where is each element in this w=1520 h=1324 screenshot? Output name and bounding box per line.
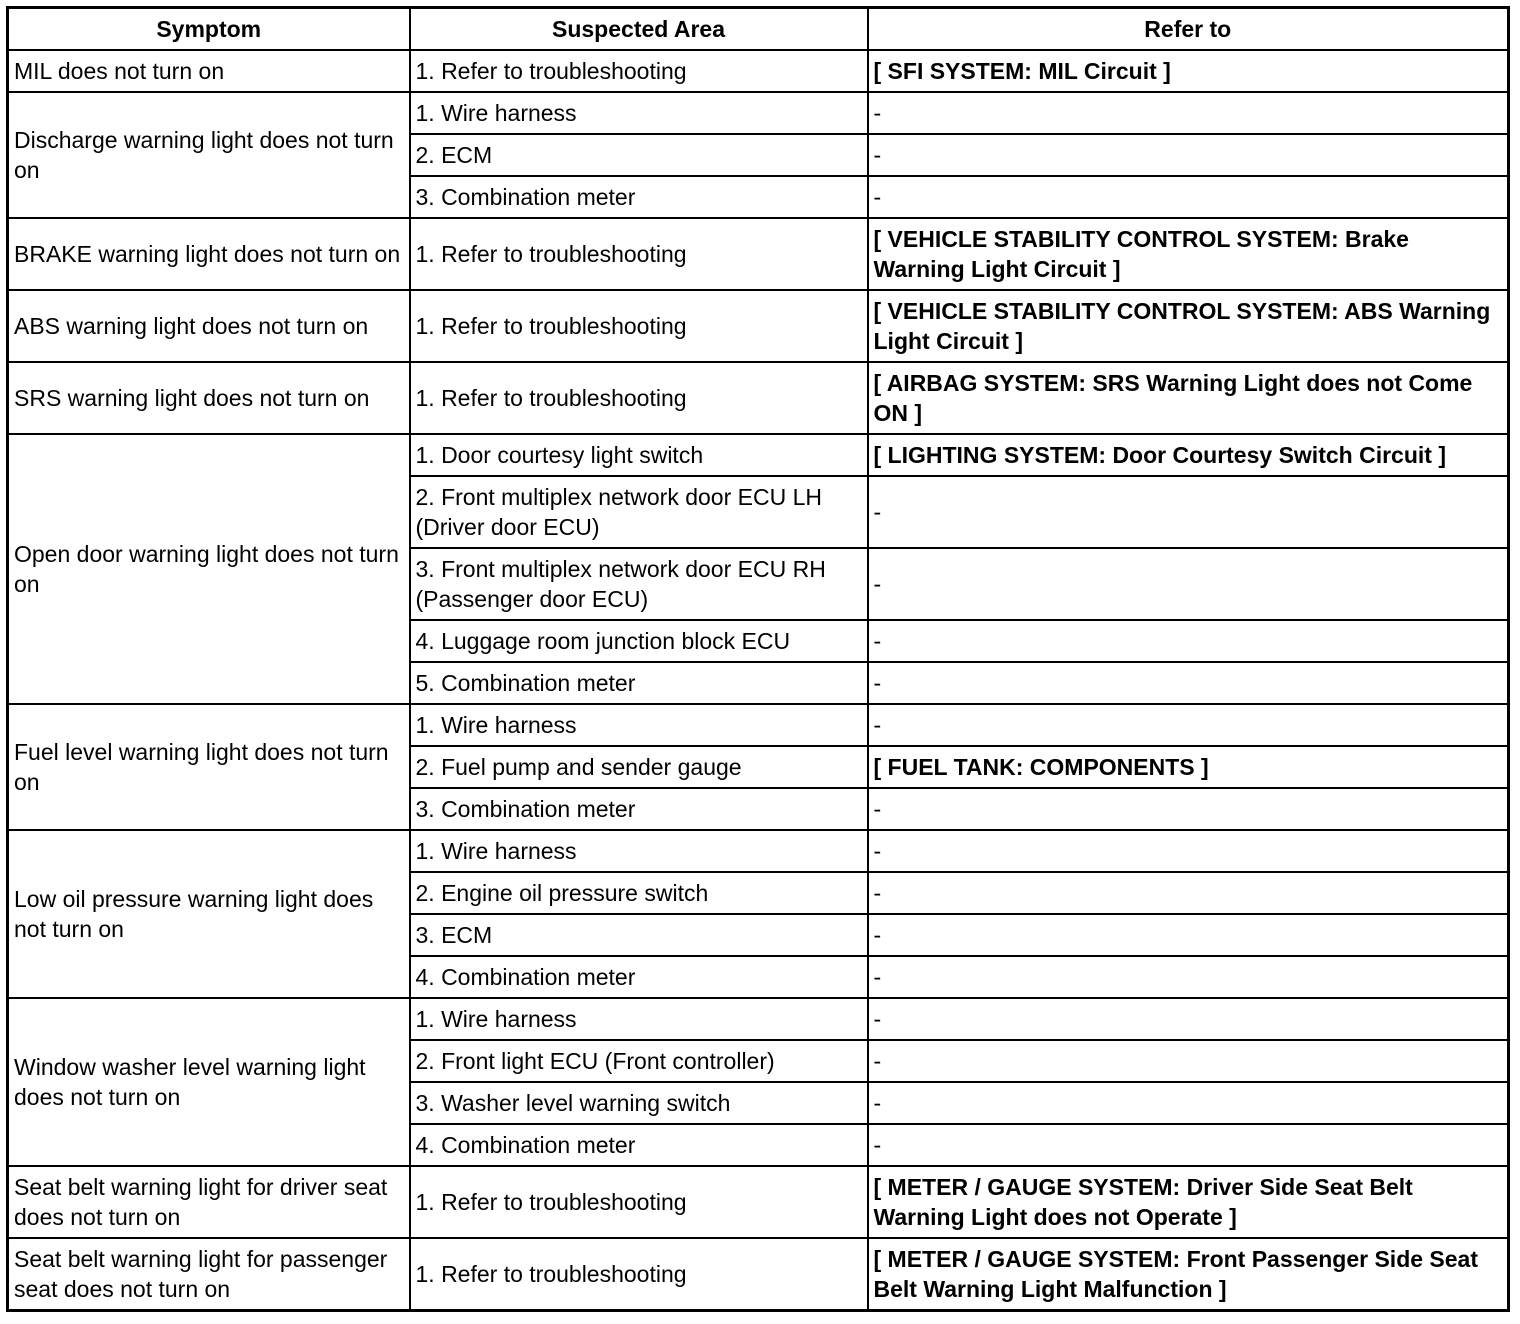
suspected-area-cell: 3. Combination meter <box>410 176 868 218</box>
suspected-area-cell: 1. Refer to troubleshooting <box>410 1238 868 1310</box>
refer-to-cell: - <box>868 92 1509 134</box>
refer-to-cell: - <box>868 704 1509 746</box>
symptom-cell: BRAKE warning light does not turn on <box>8 218 410 290</box>
table-row <box>8 218 1509 290</box>
header-suspected-area: Suspected Area <box>410 8 868 51</box>
refer-to-cell: - <box>868 830 1509 872</box>
suspected-area-cell: 3. Combination meter <box>410 788 868 830</box>
suspected-area-cell: 1. Wire harness <box>410 830 868 872</box>
table-row <box>8 704 1509 746</box>
refer-to-cell: - <box>868 956 1509 998</box>
refer-to-cell: - <box>868 1040 1509 1082</box>
header-symptom: Symptom <box>8 8 410 51</box>
symptom-cell: Fuel level warning light does not turn on <box>8 704 410 830</box>
header-row <box>8 8 1509 51</box>
refer-to-cell: - <box>868 476 1509 548</box>
suspected-area-cell: 1. Refer to troubleshooting <box>410 50 868 92</box>
symptom-cell: ABS warning light does not turn on <box>8 290 410 362</box>
suspected-area-cell: 1. Door courtesy light switch <box>410 434 868 476</box>
suspected-area-cell: 3. ECM <box>410 914 868 956</box>
symptom-cell: Open door warning light does not turn on <box>8 434 410 704</box>
symptom-cell: Discharge warning light does not turn on <box>8 92 410 218</box>
refer-to-link[interactable]: [ FUEL TANK: COMPONENTS ] <box>868 746 1509 788</box>
suspected-area-cell: 4. Combination meter <box>410 956 868 998</box>
refer-to-cell: - <box>868 872 1509 914</box>
refer-to-cell: - <box>868 134 1509 176</box>
suspected-area-cell: 1. Refer to troubleshooting <box>410 290 868 362</box>
symptom-cell: Seat belt warning light for driver seat does not turn on <box>8 1166 410 1238</box>
suspected-area-cell: 1. Wire harness <box>410 92 868 134</box>
suspected-area-cell: 1. Refer to troubleshooting <box>410 1166 868 1238</box>
refer-to-cell: - <box>868 662 1509 704</box>
symptom-cell: SRS warning light does not turn on <box>8 362 410 434</box>
table-row <box>8 434 1509 476</box>
suspected-area-cell: 1. Wire harness <box>410 998 868 1040</box>
suspected-area-cell: 3. Washer level warning switch <box>410 1082 868 1124</box>
refer-to-link[interactable]: [ METER / GAUGE SYSTEM: Front Passenger Side Seat Belt Warning Light Malfunction ] <box>868 1238 1509 1310</box>
suspected-area-cell: 1. Refer to troubleshooting <box>410 218 868 290</box>
refer-to-link[interactable]: [ SFI SYSTEM: MIL Circuit ] <box>868 50 1509 92</box>
suspected-area-cell: 4. Luggage room junction block ECU <box>410 620 868 662</box>
refer-to-cell: - <box>868 998 1509 1040</box>
refer-to-link[interactable]: [ METER / GAUGE SYSTEM: Driver Side Seat Belt Warning Light does not Operate ] <box>868 1166 1509 1238</box>
suspected-area-cell: 5. Combination meter <box>410 662 868 704</box>
table-row <box>8 362 1509 434</box>
suspected-area-cell: 3. Front multiplex network door ECU RH (Passenger door ECU) <box>410 548 868 620</box>
refer-to-cell: - <box>868 1124 1509 1166</box>
suspected-area-cell: 2. ECM <box>410 134 868 176</box>
header-refer-to: Refer to <box>868 8 1509 51</box>
refer-to-cell: - <box>868 1082 1509 1124</box>
suspected-area-cell: 2. Front multiplex network door ECU LH (Driver door ECU) <box>410 476 868 548</box>
table-body <box>8 50 1509 1310</box>
suspected-area-cell: 1. Refer to troubleshooting <box>410 362 868 434</box>
refer-to-link[interactable]: [ VEHICLE STABILITY CONTROL SYSTEM: ABS Warning Light Circuit ] <box>868 290 1509 362</box>
refer-to-link[interactable]: [ VEHICLE STABILITY CONTROL SYSTEM: Brake Warning Light Circuit ] <box>868 218 1509 290</box>
refer-to-link[interactable]: [ AIRBAG SYSTEM: SRS Warning Light does not Come ON ] <box>868 362 1509 434</box>
refer-to-cell: - <box>868 914 1509 956</box>
symptom-cell: MIL does not turn on <box>8 50 410 92</box>
refer-to-cell: - <box>868 176 1509 218</box>
symptom-table <box>6 6 1510 1312</box>
table-row <box>8 92 1509 134</box>
table-row <box>8 998 1509 1040</box>
refer-to-cell: - <box>868 548 1509 620</box>
refer-to-cell: - <box>868 788 1509 830</box>
symptom-cell: Window washer level warning light does not turn on <box>8 998 410 1166</box>
suspected-area-cell: 2. Front light ECU (Front controller) <box>410 1040 868 1082</box>
refer-to-link[interactable]: [ LIGHTING SYSTEM: Door Courtesy Switch Circuit ] <box>868 434 1509 476</box>
table-row <box>8 50 1509 92</box>
suspected-area-cell: 2. Fuel pump and sender gauge <box>410 746 868 788</box>
table-row <box>8 1238 1509 1310</box>
symptom-cell: Low oil pressure warning light does not turn on <box>8 830 410 998</box>
refer-to-cell: - <box>868 620 1509 662</box>
table-row <box>8 830 1509 872</box>
suspected-area-cell: 4. Combination meter <box>410 1124 868 1166</box>
suspected-area-cell: 2. Engine oil pressure switch <box>410 872 868 914</box>
table-row <box>8 290 1509 362</box>
symptom-cell: Seat belt warning light for passenger seat does not turn on <box>8 1238 410 1310</box>
suspected-area-cell: 1. Wire harness <box>410 704 868 746</box>
table-row <box>8 1166 1509 1238</box>
